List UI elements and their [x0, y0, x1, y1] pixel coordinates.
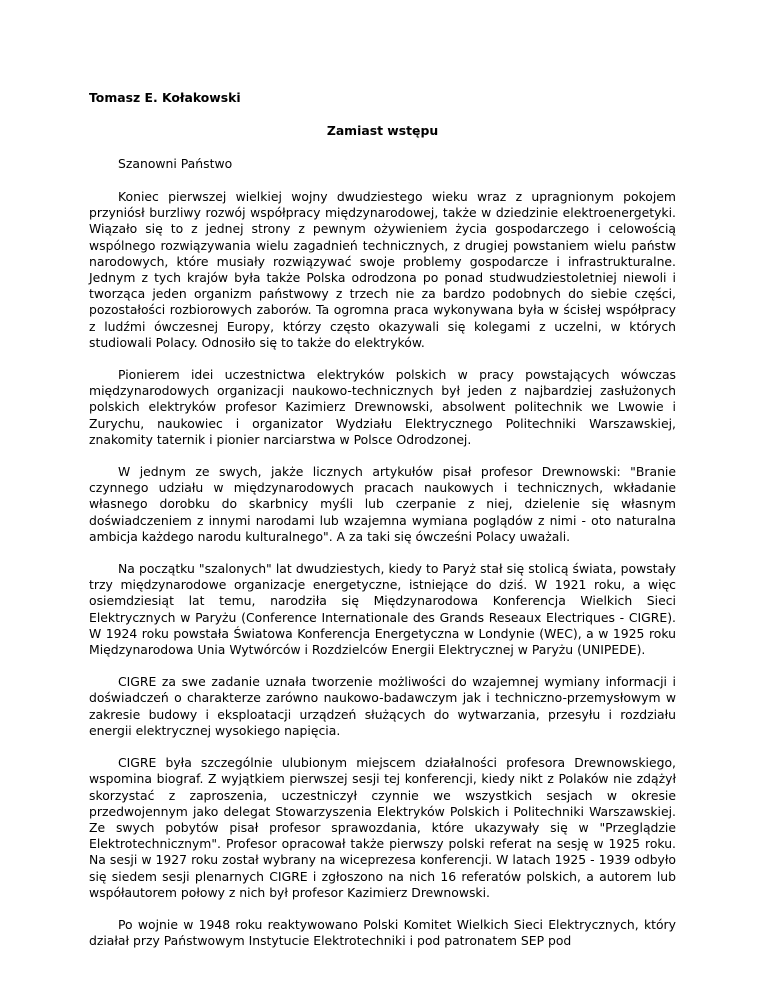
paragraph-5: CIGRE za swe zadanie uznała tworzenie możliwości do wzajemnej wymiany informacji i doświadczeń o charakterze zarówno naukowo-badawczym jak i techniczno-przemysłowym w zakresie budowy i eksploatacji urządzeń służących do wytwarzania, przesyłu i rozdziału energii elektrycznej wysokiego napięcia. — [89, 674, 676, 738]
paragraph-7: Po wojnie w 1948 roku reaktywowano Polski Komitet Wielkich Sieci Elektrycznych, który działał przy Państwowym Instytucie Elektrotechniki i pod patronatem SEP pod — [89, 916, 676, 949]
paragraph-6: CIGRE była szczególnie ulubionym miejscem działalności profesora Drewnowskiego, wspomina biograf. Z wyjątkiem pierwszej sesji tej konferencji, kiedy nikt z Polaków nie zdążył skorzystać z zaproszenia, uczestniczył czynnie we wszystkich sesjach w okresie przedwojennym jako delegat Stowarzyszenia Elektryków Polskich i Politechniki Warszawskiej. Ze swych pobytów pisał profesor sprawozdania, które ukazywały się w "Przeglądzie Elektrotechnicznym". Profesor opracował także pierwszy polski referat na sesję w 1925 roku. Na sesji w 1927 roku został wybrany na wiceprezesa konferencji. W latach 1925 - 1939 odbyło się siedem sesji plenarnych CIGRE i zgłoszono na nich 16 referatów polskich, a autorem lub współautorem połowy z nich był profesor Kazimierz Drewnowski. — [89, 755, 676, 900]
paragraph-1: Koniec pierwszej wielkiej wojny dwudziestego wieku wraz z upragnionym pokojem przyniósł burzliwy rozwój współpracy międzynarodowej, także w dziedzinie elektroenergetyki. Wiązało się to z jednej strony z pewnym ożywieniem życia gospodarczego i celowością wspólnego rozwiązywania wielu zagadnień technicznych, z drugiej powstaniem wielu państw narodowych, które musiały rozwiązywać swoje problemy gospodarcze i infrastrukturalne. Jednym z tych krajów była także Polska odrodzona po ponad studwudziestoletniej niewoli i tworząca jeden organizm państwowy z trzech nie za bardzo podobnych do siebie części, pozostałości rozbiorowych zaborów. Ta ogromna praca wykonywana była w ścisłej współpracy z ludźmi ówczesnej Europy, którzy często okazywali się kolegami z uczelni, w których studiowali Polacy. Odnosiło się to także do elektryków. — [89, 189, 676, 350]
document-title: Zamiast wstępu — [326, 123, 439, 138]
greeting: Szanowni Państwo — [118, 156, 233, 171]
paragraph-3: W jednym ze swych, jakże licznych artykułów pisał profesor Drewnowski: "Branie czynnego udziału w międzynarodowych pracach naukowych i technicznych, wkładanie własnego dorobku do skarbnicy myśli lub czerpanie z niej, dzielenie się własnym doświadczeniem z innymi narodami lub wzajemna wymiana poglądów z nimi - oto naturalna ambicja każdego narodu kulturalnego". A za taki się ówcześni Polacy uważali. — [89, 464, 676, 544]
author-name: Tomasz E. Kołakowski — [89, 90, 241, 105]
paragraph-2: Pionierem idei uczestnictwa elektryków polskich w pracy powstających wówczas międzynarodowych organizacji naukowo-technicznych był jeden z najbardziej zasłużonych polskich elektryków profesor Kazimierz Drewnowski, absolwent politechnik we Lwowie i Zurychu, naukowiec i organizator Wydziału Elektrycznego Politechniki Warszawskiej, znakomity taternik i pionier narciarstwa w Polsce Odrodzonej. — [89, 367, 676, 447]
paragraph-4: Na początku "szalonych" lat dwudziestych, kiedy to Paryż stał się stolicą świata, powstały trzy międzynarodowe organizacje energetyczne, istniejące do dziś. W 1921 roku, a więc osiemdziesiąt lat temu, narodziła się Międzynarodowa Konferencja Wielkich Sieci Elektrycznych w Paryżu (Conference Internationale des Grands Reseaux Electriques - CIGRE). W 1924 roku powstała Światowa Konferencja Energetyczna w Londynie (WEC), a w 1925 roku Międzynarodowa Unia Wytwórców i Rozdzielców Energii Elektrycznej w Paryżu (UNIPEDE). — [89, 561, 676, 658]
